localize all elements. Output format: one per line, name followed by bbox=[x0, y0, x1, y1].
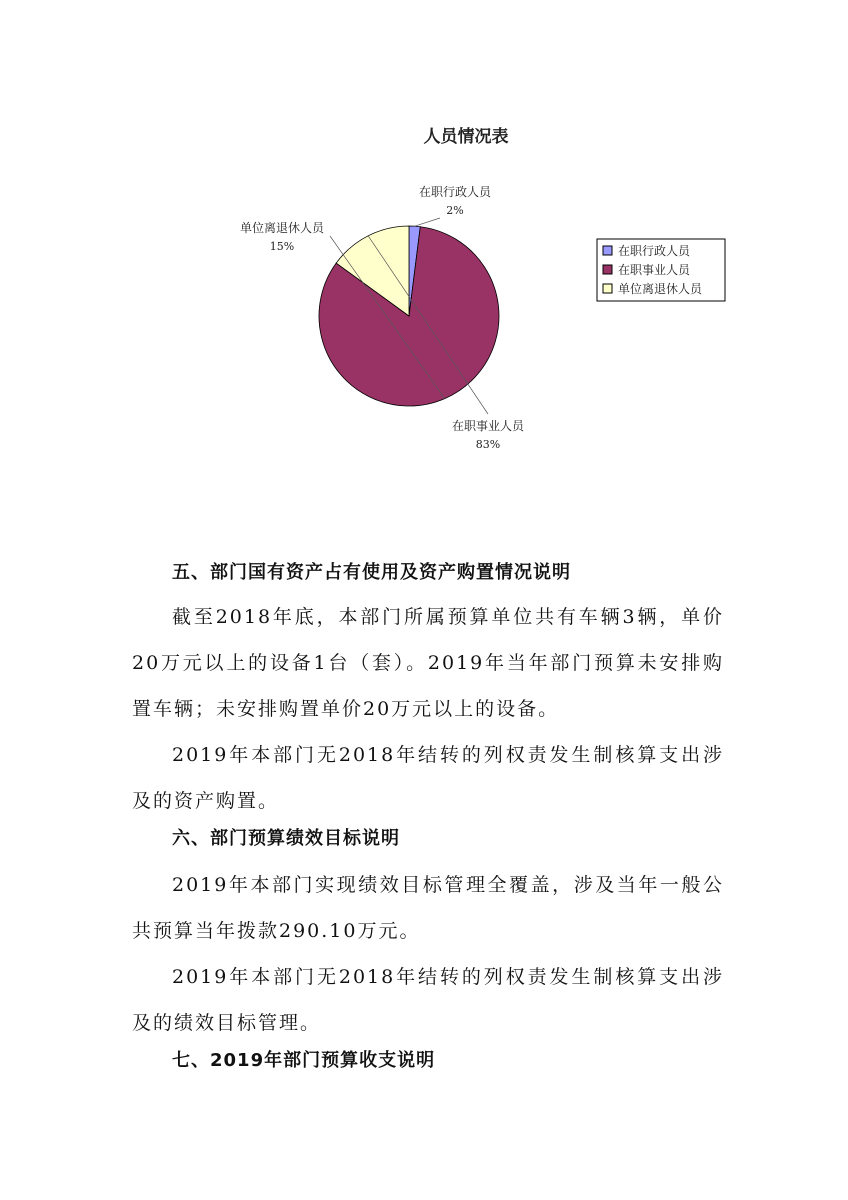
legend-swatch-0 bbox=[603, 246, 612, 255]
pie-slices bbox=[319, 226, 499, 406]
legend-label-0: 在职行政人员 bbox=[618, 244, 691, 258]
section5-heading: 五、部门国有资产占有使用及资产购置情况说明 bbox=[172, 562, 571, 583]
chart-title: 人员情况表 bbox=[423, 127, 509, 147]
legend-label-1: 在职事业人员 bbox=[618, 263, 691, 277]
label-value-2: 15% bbox=[269, 240, 295, 253]
section6-paragraph-1: 2019年本部门实现绩效目标管理全覆盖，涉及当年一般公共预算当年拨款290.10万元。 bbox=[132, 874, 724, 942]
label-category-2: 单位离退休人员 bbox=[239, 221, 325, 235]
section5-paragraph-2: 2019年本部门无2018年结转的列权责发生制核算支出涉及的资产购置。 bbox=[132, 744, 724, 812]
label-value-1: 83% bbox=[475, 438, 501, 451]
label-category-1: 在职事业人员 bbox=[451, 419, 525, 433]
legend-swatch-2 bbox=[603, 284, 612, 293]
legend-label-2: 单位离退休人员 bbox=[618, 282, 703, 296]
legend-swatch-1 bbox=[603, 265, 612, 274]
section6-heading: 六、部门预算绩效目标说明 bbox=[172, 828, 400, 849]
pie-chart bbox=[0, 0, 848, 520]
section7-heading: 七、2019年部门预算收支说明 bbox=[172, 1050, 436, 1071]
label-category-0: 在职行政人员 bbox=[418, 185, 492, 199]
section6-paragraph-2: 2019年本部门无2018年结转的列权责发生制核算支出涉及的绩效目标管理。 bbox=[132, 966, 724, 1034]
label-value-0: 2% bbox=[446, 204, 464, 217]
section5-paragraph-1: 截至2018年底，本部门所属预算单位共有车辆3辆，单价20万元以上的设备1台（套）。2019年当年部门预算未安排购置车辆；未安排购置单价20万元以上的设备。 bbox=[132, 606, 724, 720]
leader-line-0 bbox=[415, 218, 440, 226]
legend bbox=[597, 239, 725, 301]
